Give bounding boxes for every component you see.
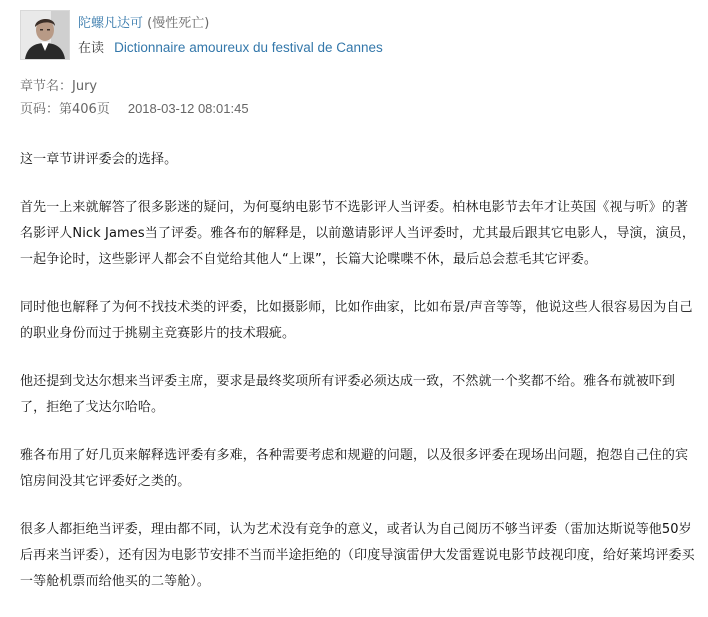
paragraph: 同时他也解释了为何不找技术类的评委，比如摄影师，比如作曲家，比如布景/声音等等，他说这些人很容易因为自己的职业身份而过于挑剔主竞赛影片的技术瑕疵。 — [20, 300, 693, 341]
reading-label: 在读 — [78, 41, 105, 56]
paragraph: 首先一上来就解答了很多影迷的疑问，为何戛纳电影节不选影评人当评委。柏林电影节去年才让英国《视与听》的著名影评人Nick James当了评委。雅各布的解释是，以前邀请影评人当评委时，尤其最后跟其它电影人，导演，演员，一起争论时，这些影评人都会不自觉给其他人“上课”，长篇大论喋喋不休，最后总会惹毛其它评委。 — [20, 200, 695, 267]
timestamp: 2018-03-12 08:01:45 — [127, 101, 249, 116]
paragraph: 雅各布用了好几页来解释选评委有多难，各种需要考虑和规避的问题，以及很多评委在现场出问题，抱怨自己住的宾馆房间没其它评委好之类的。 — [20, 448, 689, 489]
note-content — [20, 147, 696, 617]
chapter-row — [20, 76, 249, 98]
page-row — [20, 98, 249, 121]
user-line — [78, 12, 209, 31]
paragraph: 很多人都拒绝当评委，理由都不同，认为艺术没有竞争的意义，或者认为自己阅历不够当评委（雷加达斯说等他50岁后再来当评委），还有因为电影节安排不当而半途拒绝的（印度导演雷伊大发雷霆说电影节歧视印度，给好莱坞评委买一等舱机票而给他买的二等舱）。 — [20, 522, 695, 589]
paragraph: 他还提到戈达尔想来当评委主席，要求是最终奖项所有评委必须达成一致，不然就一个奖都不给。雅各布就被吓到了，拒绝了戈达尔哈哈。 — [20, 374, 676, 415]
user-status: (慢性死亡) — [147, 16, 210, 31]
reading-line — [78, 37, 383, 56]
note-meta — [20, 76, 249, 121]
book-title-link[interactable]: Dictionnaire amoureux du festival de Cannes — [114, 40, 383, 55]
user-name-link[interactable]: 陀螺凡达可 — [78, 16, 144, 31]
page-label: 页码： — [20, 102, 60, 117]
chapter-value: Jury — [72, 79, 98, 94]
paragraph: 这一章节讲评委会的选择。 — [20, 152, 178, 167]
avatar-portrait-icon — [21, 11, 69, 59]
avatar[interactable] — [20, 10, 70, 60]
page-value: 第406页 — [59, 102, 110, 117]
chapter-label: 章节名： — [20, 79, 73, 94]
